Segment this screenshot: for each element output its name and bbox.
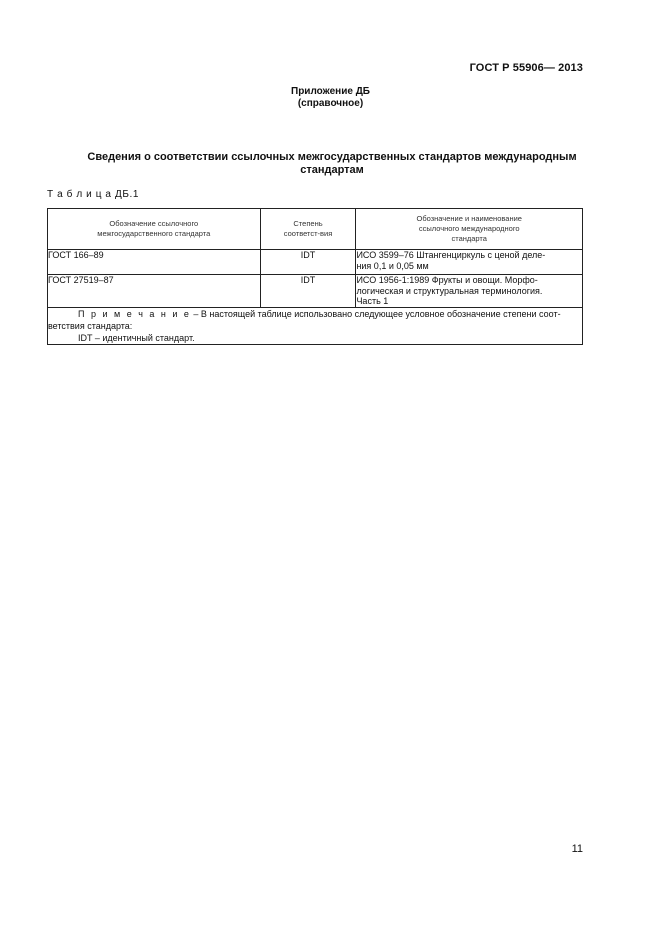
cell-international: ИСО 3599–76 Штангенциркуль с ценой деле- ния 0,1 и 0,05 мм: [356, 250, 583, 275]
section-title: [60, 151, 604, 177]
document-code: ГОСТ Р 55906— 2013: [469, 62, 583, 74]
note-label: П р и м е ч а н и е: [78, 308, 191, 319]
table-row: [48, 275, 583, 308]
header-international-standard: Обозначение и наименование ссылочного международного стандарта: [356, 209, 583, 250]
table-label: Т а б л и ц а ДБ.1: [47, 189, 140, 200]
table-row: [48, 250, 583, 275]
appendix-heading: [0, 86, 661, 110]
header-referenced-standard: Обозначение ссылочного межгосударственного стандарта: [48, 209, 261, 250]
cell-standard: ГОСТ 166–89: [48, 250, 261, 275]
cell-degree: IDT: [260, 275, 356, 308]
table-note: [48, 307, 583, 344]
note-idt: IDT – идентичный стандарт.: [78, 332, 195, 343]
appendix-title: Приложение ДБ: [291, 86, 370, 97]
section-title-line-2: стандартам: [300, 164, 364, 176]
table-note-row: [48, 307, 583, 344]
appendix-subtitle: (справочное): [297, 98, 364, 109]
cell-standard: ГОСТ 27519–87: [48, 275, 261, 308]
section-title-line-1: Сведения о соответствии ссылочных межгосударственных стандартов международным: [87, 151, 577, 163]
correspondence-table: [47, 208, 583, 345]
page-number: 11: [571, 843, 583, 855]
note-text-2: ветствия стандарта:: [48, 320, 133, 331]
note-text-1: – В настоящей таблице использовано следующее условное обозначение степени соот-: [190, 308, 561, 319]
cell-degree: IDT: [260, 250, 356, 275]
table-header-row: [48, 209, 583, 250]
header-degree: Степень соответст-вия: [260, 209, 356, 250]
cell-international: ИСО 1956-1:1989 Фрукты и овощи. Морфо- логическая и структуральная терминология. Часть 1: [356, 275, 583, 308]
